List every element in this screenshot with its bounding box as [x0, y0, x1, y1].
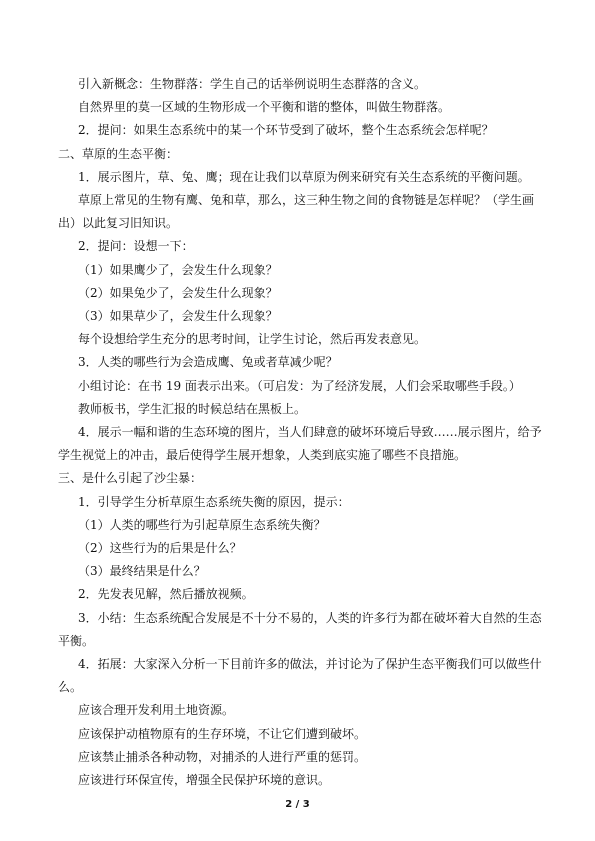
paragraph-line: 学生视觉上的冲击，最后使得学生展开想象，人类到底实施了哪些不良措施。 [58, 448, 467, 463]
paragraph-line: 应该合理开发利用土地资源。 [78, 703, 235, 718]
paragraph-line: 教师板书，学生汇报的时候总结在黑板上。 [78, 401, 307, 416]
paragraph-line: 出）以此复习旧知识。 [58, 216, 179, 231]
list-item: （3）如果草少了，会发生什么现象？ [78, 309, 278, 323]
page-number: 2 / 3 [285, 799, 310, 811]
paragraph-line: 4．展示一幅和谐的生态环境的图片，当人们肆意的破坏环境后导致……展示图片，给予 [78, 425, 542, 439]
paragraph-line: 2．提问：设想一下： [78, 239, 194, 254]
list-item: （2）如果兔少了，会发生什么现象？ [78, 285, 278, 300]
paragraph-line: 应该进行环保宣传，增强全民保护环境的意识。 [78, 773, 331, 787]
list-item: （1）如果鹰少了，会发生什么现象？ [78, 262, 278, 277]
paragraph-line: 3．人类的哪些行为会造成鹰、兔或者草减少呢？ [78, 355, 338, 370]
section-heading: 二、草原的生态平衡： [58, 146, 179, 161]
paragraph-line: 2．提问：如果生态系统中的某一个环节受到了破坏，整个生态系统会怎样呢？ [78, 123, 494, 138]
list-item: （2）这些行为的后果是什么？ [78, 541, 242, 555]
paragraph-line: 每个设想给学生充分的思考时间，让学生讨论，然后再发表意见。 [78, 332, 427, 347]
list-item: （3）最终结果是什么？ [78, 564, 206, 579]
paragraph-line: 1．引导学生分析草原生态系统失衡的原因，提示： [78, 494, 350, 509]
paragraph-line: 1．展示图片，草、兔、鹰；现在让我们以草原为例来研究有关生态系统的平衡问题。 [78, 169, 530, 184]
paragraph-line: 应该禁止捕杀各种动物，对捕杀的人进行严重的惩罚。 [78, 749, 367, 764]
list-item: （1）人类的哪些行为引起草原生态系统失衡？ [78, 517, 326, 532]
paragraph-line: 么。 [58, 680, 83, 695]
paragraph-line: 应该保护动植物原有的生存环境，不让它们遭到破坏。 [78, 726, 367, 741]
paragraph-line: 小组讨论：在书 19 面表示出来。（可启发：为了经济发展，人们会采取哪些手段。） [78, 378, 521, 393]
paragraph-line: 3．小结：生态系统配合发展是不十分不易的，人类的许多行为都在破坏着大自然的生态 [78, 610, 542, 625]
paragraph-line: 草原上常见的生物有鹰、兔和草，那么，这三种生物之间的食物链是怎样呢？（学生画 [78, 193, 535, 207]
paragraph-line: 4．拓展：大家深入分析一下目前许多的做法，并讨论为了保护生态平衡我们可以做些什 [78, 657, 542, 671]
paragraph-line: 引入新概念：生物群落：学生自己的话举例说明生态群落的含义。 [78, 77, 427, 91]
paragraph-line: 自然界里的莫一区域的生物形成一个平衡和谐的整体，叫做生物群落。 [78, 100, 451, 115]
paragraph-line: 平衡。 [58, 633, 95, 648]
paragraph-line: 2．先发表见解，然后播放视频。 [78, 587, 254, 602]
section-heading: 三、是什么引起了沙尘暴： [58, 471, 203, 486]
